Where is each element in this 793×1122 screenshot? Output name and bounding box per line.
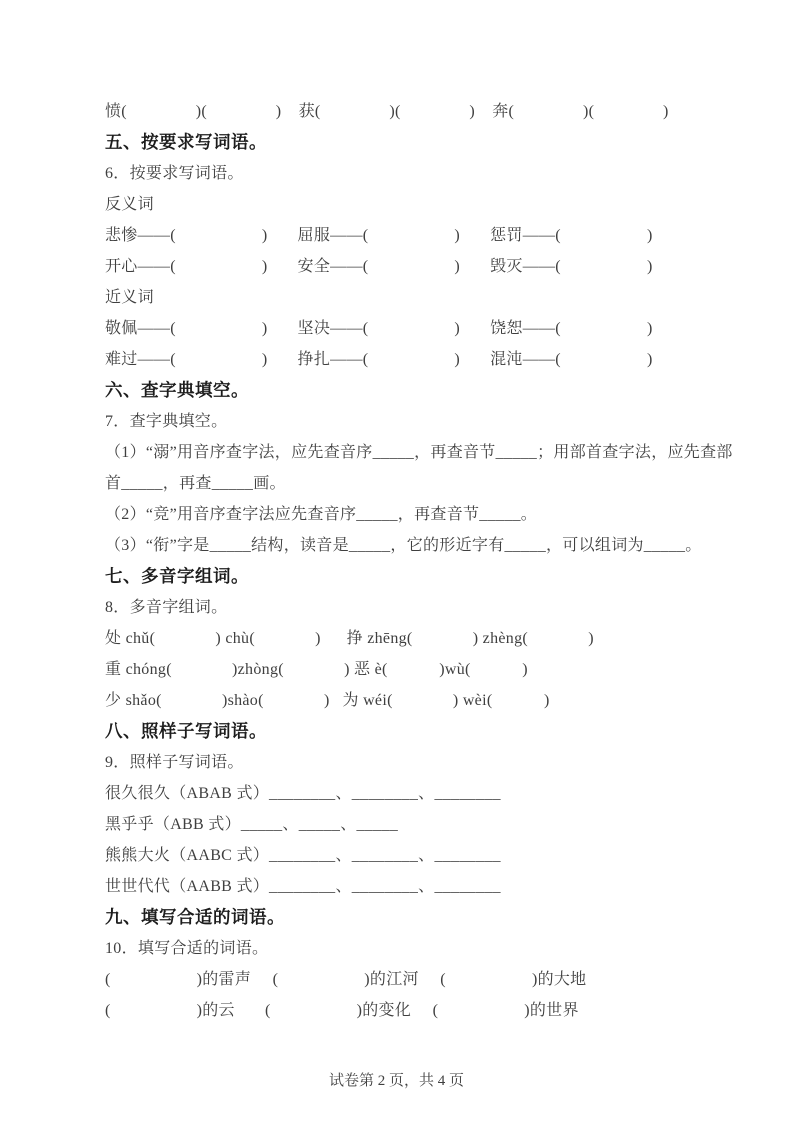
pattern-word-row-aabb: 世世代代（AABB 式）________、________、________ [105,878,501,895]
dictionary-q2-line: （2）“竞”用音序查字法应先查音序_____，再查音节_____。 [105,506,538,523]
page-footer: 试卷第 2 页，共 4 页 [328,1073,464,1089]
synonyms-label: 近义词 [105,289,154,306]
section-5-heading: 五、按要求写词语。 [105,132,267,152]
dictionary-q1-line-1: （1）“溺”用音序查字法，应先查音序_____，再查音节_____；用部首查字法，应先查部 [105,444,733,461]
phrase-fill-row-2: ( )的云 ( )的变化 ( )的世界 [105,1002,579,1019]
section-9-heading: 九、填写合适的词语。 [105,907,285,927]
synonym-pairs-row-2: 难过——( ) 挣扎——( ) 混沌——( ) [105,351,653,368]
pattern-word-row-abb: 黑乎乎（ABB 式）_____、_____、_____ [105,816,398,833]
word-form-fill-line: 愤( )( ) 获( )( ) 奔( )( ) [105,103,669,120]
question-7-title: 7．查字典填空。 [105,413,228,430]
polyphone-row-chong-e: 重 chóng( )zhòng( ) 恶 è( )wù( ) [105,661,528,678]
exam-content [105,96,785,1026]
antonym-pairs-row-2: 开心——( ) 安全——( ) 毁灭——( ) [105,258,653,275]
question-10-title: 10．填写合适的词语。 [105,940,269,957]
antonym-pairs-row-1: 悲惨——( ) 屈服——( ) 惩罚——( ) [105,227,653,244]
dictionary-q1-line-2: 首_____，再查_____画。 [105,475,286,492]
pattern-word-row-aabc: 熊熊大火（AABC 式）________、________、________ [105,847,501,864]
section-7-heading: 七、多音字组词。 [105,566,249,586]
section-6-heading: 六、查字典填空。 [105,380,249,400]
pattern-word-row-abab: 很久很久（ABAB 式）________、________、________ [105,785,501,802]
section-8-heading: 八、照样子写词语。 [105,721,267,741]
question-6-title: 6．按要求写词语。 [105,165,244,182]
phrase-fill-row-1: ( )的雷声 ( )的江河 ( )的大地 [105,971,587,988]
synonym-pairs-row-1: 敬佩——( ) 坚决——( ) 饶恕——( ) [105,320,653,337]
question-9-title: 9．照样子写词语。 [105,754,244,771]
antonyms-label: 反义词 [105,196,154,213]
polyphone-row-shao-wei: 少 shǎo( )shào( ) 为 wéi( ) wèi( ) [105,692,550,709]
dictionary-q3-line: （3）“衔”字是_____结构，读音是_____，它的形近字有_____，可以组词为_____。 [105,537,702,554]
question-8-title: 8．多音字组词。 [105,599,228,616]
polyphone-row-chu-zheng: 处 chǔ( ) chù( ) 挣 zhēng( ) zhèng( ) [105,630,594,647]
